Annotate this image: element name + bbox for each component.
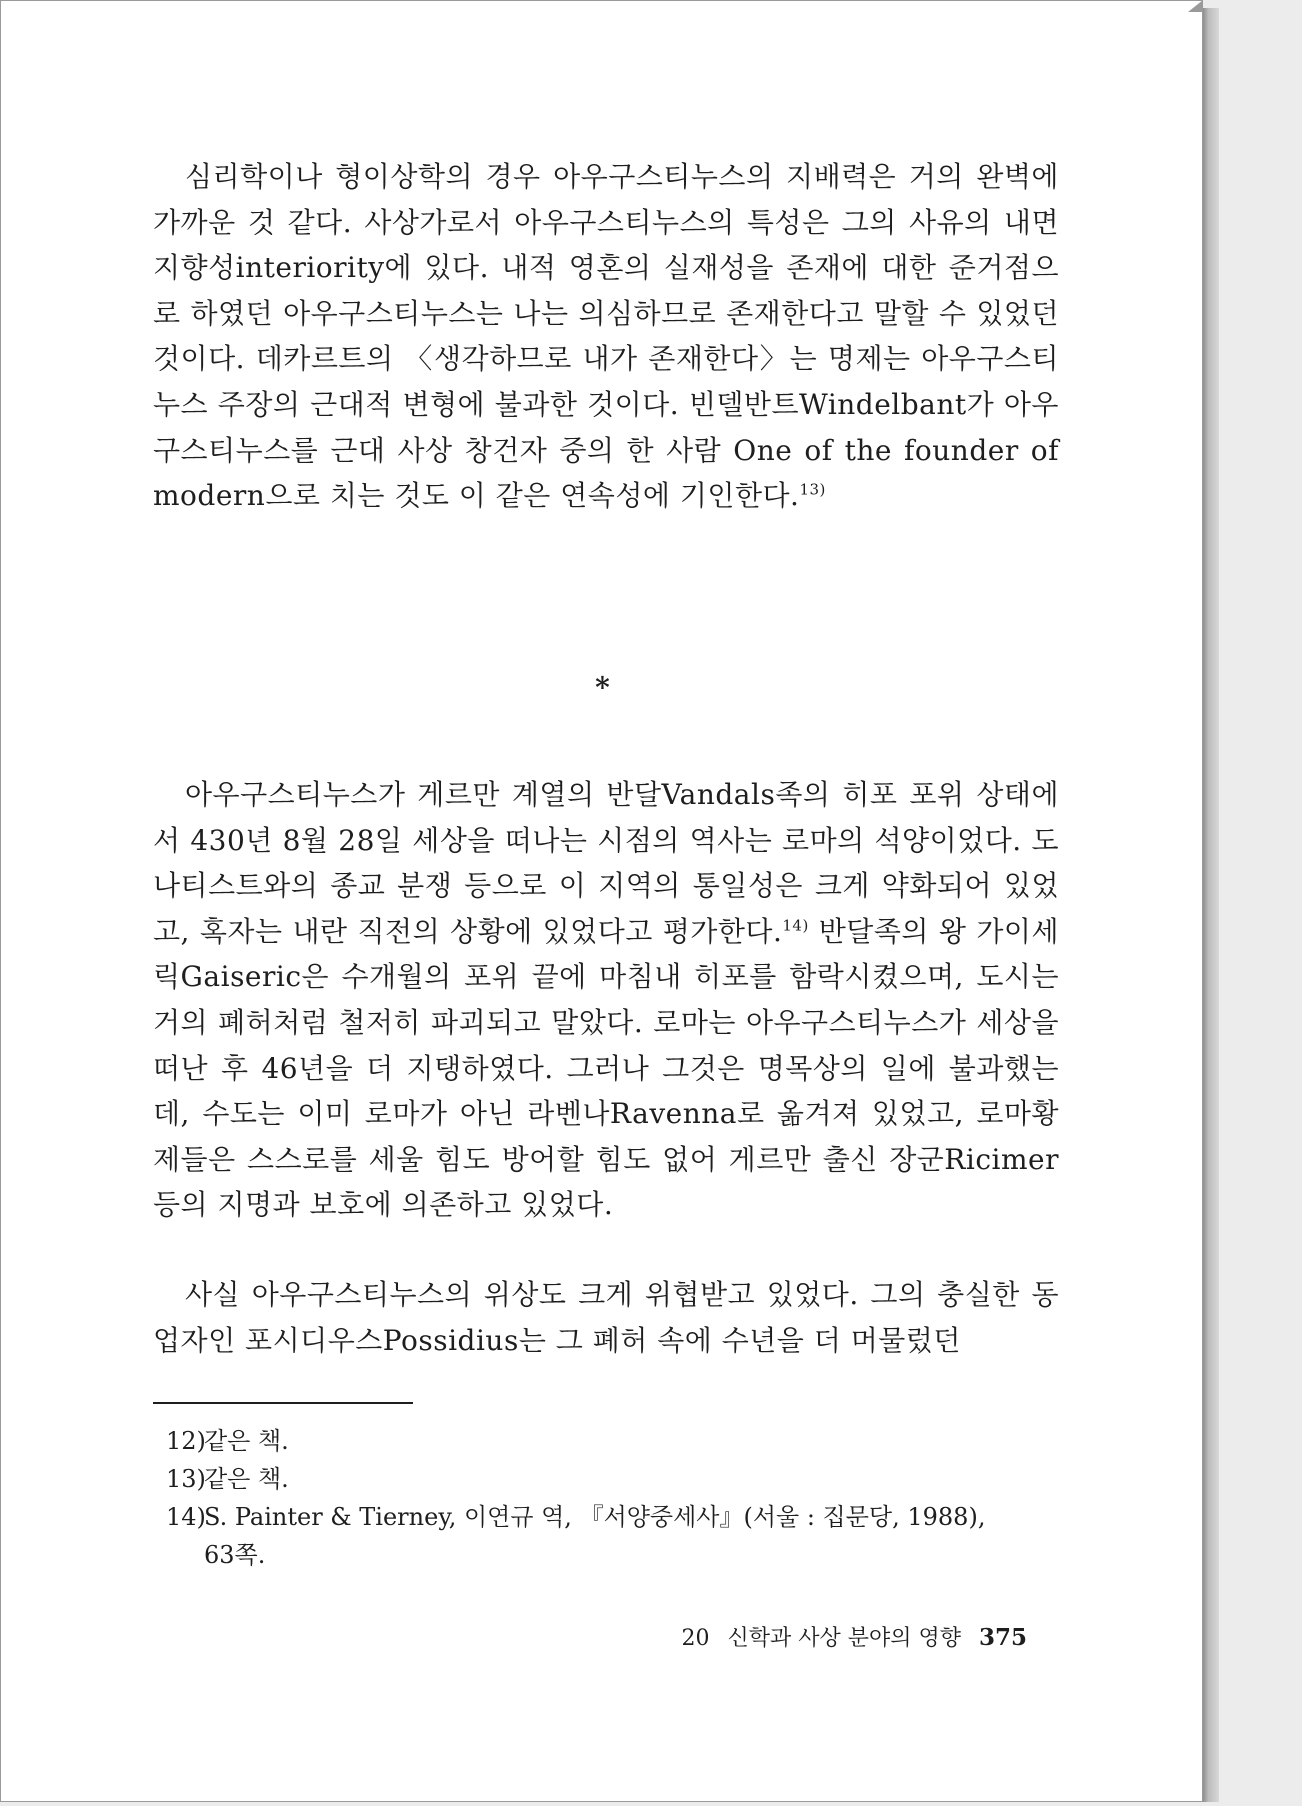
footnote-13	[166, 1460, 1059, 1498]
paragraph-text: 아우구스티누스가 게르만 계열의 반달Vandals족의 히포 포위 상태에서 430년 8월 28일 세상을 떠나는 시점의 역사는 로마의 석양이었다. 도나티스트와의 종교 분쟁 등으로 이 지역의 통일성은 크게 약화되어 있었고, 혹자는 내란 직전의 상황에 있었다고 평가한다.	[153, 778, 1059, 948]
paragraph-text: 사실 아우구스티누스의 위상도 크게 위협받고 있었다. 그의 충실한 동업자인 포시디우스Possidius는 그 폐허 속에 수년을 더 머물렀던	[153, 1278, 1059, 1357]
footnote-14	[166, 1498, 1059, 1574]
page-number: 375	[978, 1624, 1027, 1651]
paragraph-text-continued: 반달족의 왕 가이세릭Gaiseric은 수개월의 포위 끝에 마침내 히포를 함락시켰으며, 도시는 거의 폐허처럼 철저히 파괴되고 말았다. 로마는 아우구스티누스가 세상을 떠난 후 46년을 더 지탱하였다. 그러나 그것은 명목상의 일에 불과했는데, 수도는 이미 로마가 아닌 라벤나Ravenna로 옮겨져 있었고, 로마황제들은 스스로를 세울 힘도 방어할 힘도 없어 게르만 출신 장군Ricimer 등의 지명과 보호에 의존하고 있었다.	[153, 914, 1059, 1222]
footnote-text: 같은 책.	[204, 1465, 289, 1493]
running-footer	[681, 1621, 1027, 1652]
page-edge-shadow	[1203, 8, 1219, 1802]
body-paragraph-1	[153, 154, 1059, 519]
footnote-marker-14: 14)	[782, 916, 809, 935]
footnote-number: 14)	[166, 1503, 206, 1531]
footnote-text: S. Painter & Tierney, 이연규 역, 『서양중세사』(서울 : 집문당, 1988), 63쪽.	[204, 1503, 986, 1569]
footnote-divider	[153, 1402, 413, 1404]
chapter-number: 20	[681, 1626, 710, 1651]
section-separator: *	[595, 671, 610, 704]
body-paragraph-2	[153, 772, 1059, 1228]
footnote-number: 12)	[166, 1427, 206, 1455]
page-corner	[1188, 0, 1203, 12]
body-paragraph-3	[153, 1272, 1059, 1363]
paragraph-text: 심리학이나 형이상학의 경우 아우구스티누스의 지배력은 거의 완벽에 가까운 것 같다. 사상가로서 아우구스티누스의 특성은 그의 사유의 내면 지향성interiority에 있다. 내적 영혼의 실재성을 존재에 대한 준거점으로 하였던 아우구스티누스는 나는 의심하므로 존재한다고 말할 수 있었던 것이다. 데카르트의 〈생각하므로 내가 존재한다〉는 명제는 아우구스티누스 주장의 근대적 변형에 불과한 것이다. 빈델반트Windelbant가 아우구스티누스를 근대 사상 창건자 중의 한 사람 One of the founder of modern으로 치는 것도 이 같은 연속성에 기인한다.	[153, 160, 1059, 513]
footnote-text: 같은 책.	[204, 1427, 289, 1455]
footnote-number: 13)	[166, 1465, 206, 1493]
chapter-title: 신학과 사상 분야의 영향	[727, 1626, 961, 1651]
footnote-marker-13: 13)	[799, 480, 826, 499]
footnotes	[166, 1422, 1059, 1574]
footnote-12	[166, 1422, 1059, 1460]
